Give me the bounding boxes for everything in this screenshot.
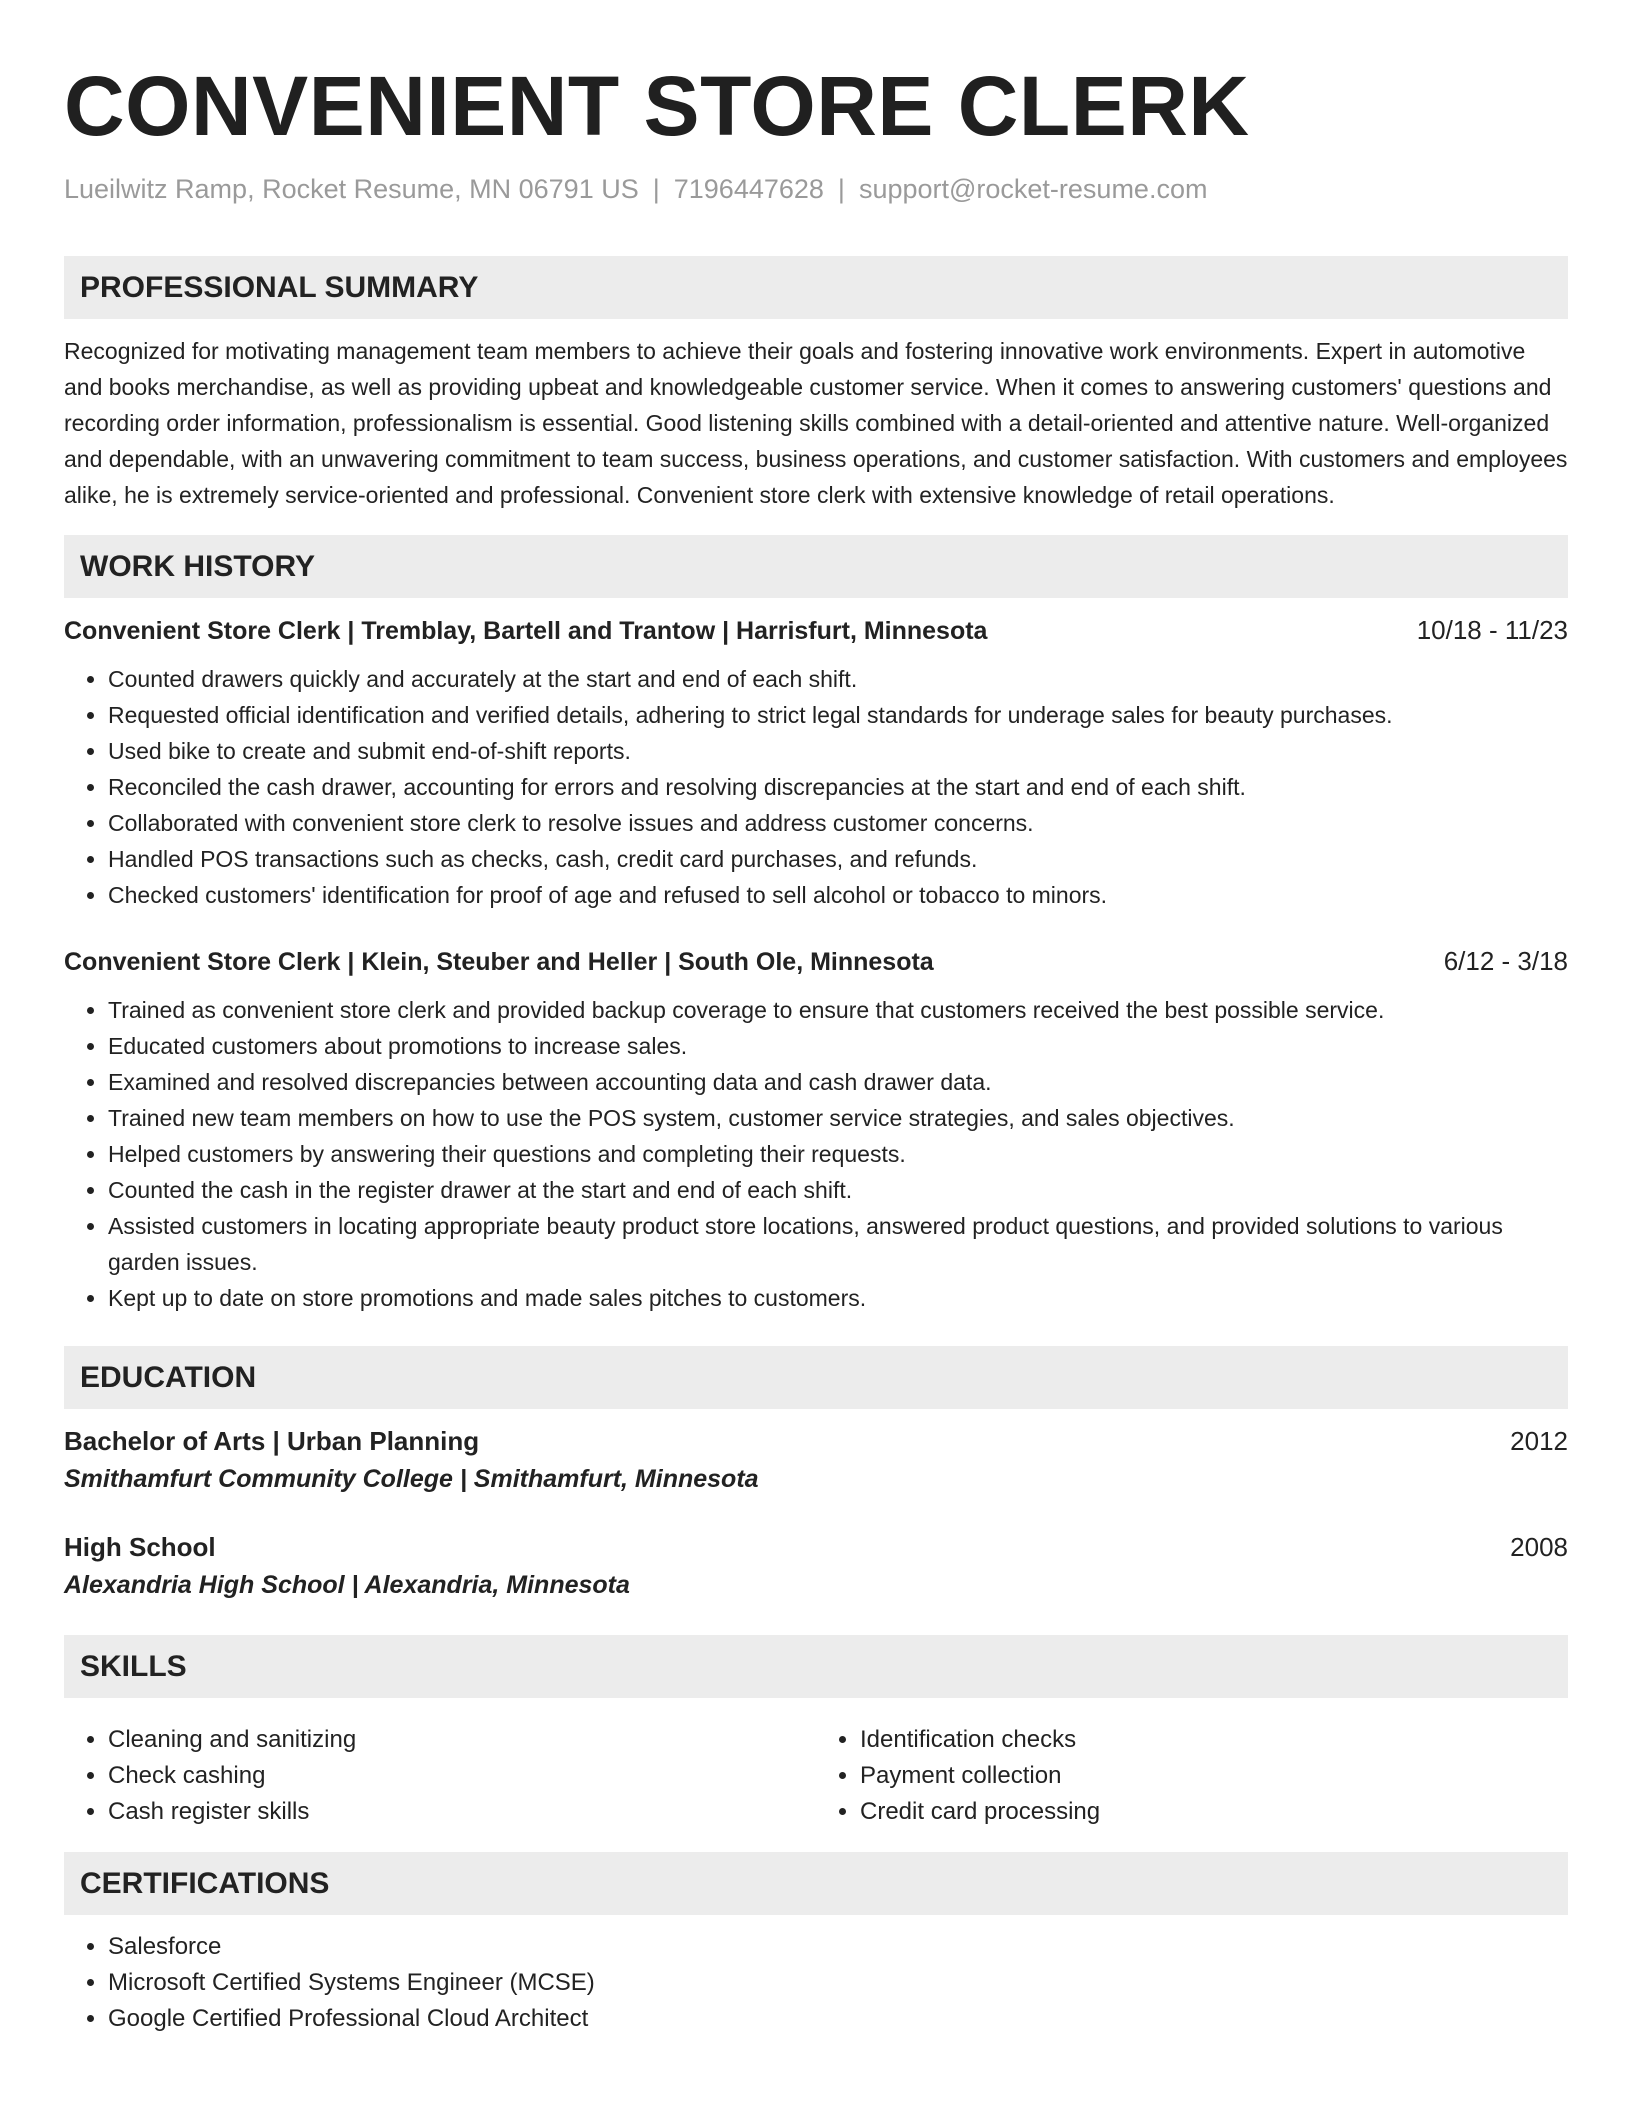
job-date: 6/12 - 3/18 xyxy=(1443,946,1568,976)
skills-heading: SKILLS xyxy=(64,1635,1568,1698)
education-school: Alexandria High School | Alexandria, Minnesota xyxy=(64,1571,630,1599)
job-header xyxy=(64,612,1568,649)
job-entry xyxy=(64,943,1568,1316)
certifications-heading: CERTIFICATIONS xyxy=(64,1852,1568,1915)
job-bullet: • Kept up to date on store promotions and made sales pitches to customers. xyxy=(108,1280,1568,1316)
certification-item: • Microsoft Certified Systems Engineer (MCSE) xyxy=(108,1965,1568,2001)
education-entry xyxy=(64,1529,1568,1605)
work-history-heading: WORK HISTORY xyxy=(64,535,1568,598)
job-bullets xyxy=(64,661,1568,913)
job-bullet: • Requested official identification and verified details, adhering to strict legal standards for underage sales for beauty purchases. xyxy=(108,697,1568,733)
job-bullet: • Used bike to create and submit end-of-shift reports. xyxy=(108,733,1568,769)
job-bullet: • Trained new team members on how to use the POS system, customer service strategies, and sales objectives. xyxy=(108,1100,1568,1136)
job-bullets xyxy=(64,992,1568,1316)
contact-address: Lueilwitz Ramp, Rocket Resume, MN 06791 US xyxy=(64,174,639,204)
job-title: Convenient Store Clerk | Klein, Steuber and Heller | South Ole, Minnesota xyxy=(64,948,934,976)
education-header xyxy=(64,1529,1568,1565)
job-bullet: • Counted drawers quickly and accurately at the start and end of each shift. xyxy=(108,661,1568,697)
contact-email: support@rocket-resume.com xyxy=(858,174,1208,204)
skills-list xyxy=(64,1712,1568,1830)
job-entry xyxy=(64,612,1568,913)
education-header xyxy=(64,1423,1568,1459)
education-school: Smithamfurt Community College | Smithamfurt, Minnesota xyxy=(64,1465,759,1493)
skill-item: • Cleaning and sanitizing xyxy=(108,1722,816,1758)
job-bullet: • Educated customers about promotions to increase sales. xyxy=(108,1028,1568,1064)
job-bullet: • Counted the cash in the register drawer at the start and end of each shift. xyxy=(108,1172,1568,1208)
certification-item: • Salesforce xyxy=(108,1929,1568,1965)
job-bullet: • Helped customers by answering their questions and completing their requests. xyxy=(108,1136,1568,1172)
job-title: Convenient Store Clerk | Tremblay, Bartell and Trantow | Harrisfurt, Minnesota xyxy=(64,617,988,645)
job-bullet: • Reconciled the cash drawer, accounting for errors and resolving discrepancies at the start and end of each shift. xyxy=(108,769,1568,805)
education-year: 2012 xyxy=(1510,1426,1568,1456)
job-date: 10/18 - 11/23 xyxy=(1416,615,1568,645)
certifications-list xyxy=(64,1929,1568,2037)
education-year: 2008 xyxy=(1510,1532,1568,1562)
job-bullet: • Checked customers' identification for proof of age and refused to sell alcohol or tobacco to minors. xyxy=(108,877,1568,913)
skill-item: • Cash register skills xyxy=(108,1794,816,1830)
resume-title: CONVENIENT STORE CLERK xyxy=(64,59,1250,153)
summary-heading: PROFESSIONAL SUMMARY xyxy=(64,256,1568,319)
contact-separator: | xyxy=(837,174,845,204)
skill-item: • Check cashing xyxy=(108,1758,816,1794)
education-degree: Bachelor of Arts | Urban Planning xyxy=(64,1426,480,1456)
job-bullet: • Examined and resolved discrepancies between accounting data and cash drawer data. xyxy=(108,1064,1568,1100)
education-degree: High School xyxy=(64,1532,216,1562)
contact-line xyxy=(64,172,1568,206)
skills-column-left xyxy=(64,1722,816,1830)
contact-phone: 7196447628 xyxy=(673,174,824,204)
skills-column-right xyxy=(816,1722,1568,1830)
education-entry xyxy=(64,1423,1568,1499)
job-bullet: • Handled POS transactions such as checks, cash, credit card purchases, and refunds. xyxy=(108,841,1568,877)
certification-item: • Google Certified Professional Cloud Architect xyxy=(108,2001,1568,2037)
job-bullet: • Collaborated with convenient store clerk to resolve issues and address customer concerns. xyxy=(108,805,1568,841)
skill-item: • Identification checks xyxy=(860,1722,1568,1758)
contact-separator: | xyxy=(652,174,660,204)
job-bullet: • Assisted customers in locating appropriate beauty product store locations, answered product questions, and provided solutions to various garden issues. xyxy=(108,1208,1568,1280)
education-heading: EDUCATION xyxy=(64,1346,1568,1409)
job-header xyxy=(64,943,1568,980)
summary-text: Recognized for motivating management team members to achieve their goals and fostering innovative work environments. Expert in automotive and books merchandise, as well as providing upbeat and knowledgeable customer service. When it comes to answering customers' questions and recording order information, professionalism is essential. Good listening skills combined with a detail-oriented and attentive nature. Well-organized and dependable, with an unwavering commitment to team success, business operations, and customer satisfaction. With customers and employees alike, he is extremely service-oriented and professional. Convenient store clerk with extensive knowledge of retail operations. xyxy=(64,338,1568,508)
skill-item: • Credit card processing xyxy=(860,1794,1568,1830)
job-bullet: • Trained as convenient store clerk and provided backup coverage to ensure that customers received the best possible service. xyxy=(108,992,1568,1028)
skill-item: • Payment collection xyxy=(860,1758,1568,1794)
